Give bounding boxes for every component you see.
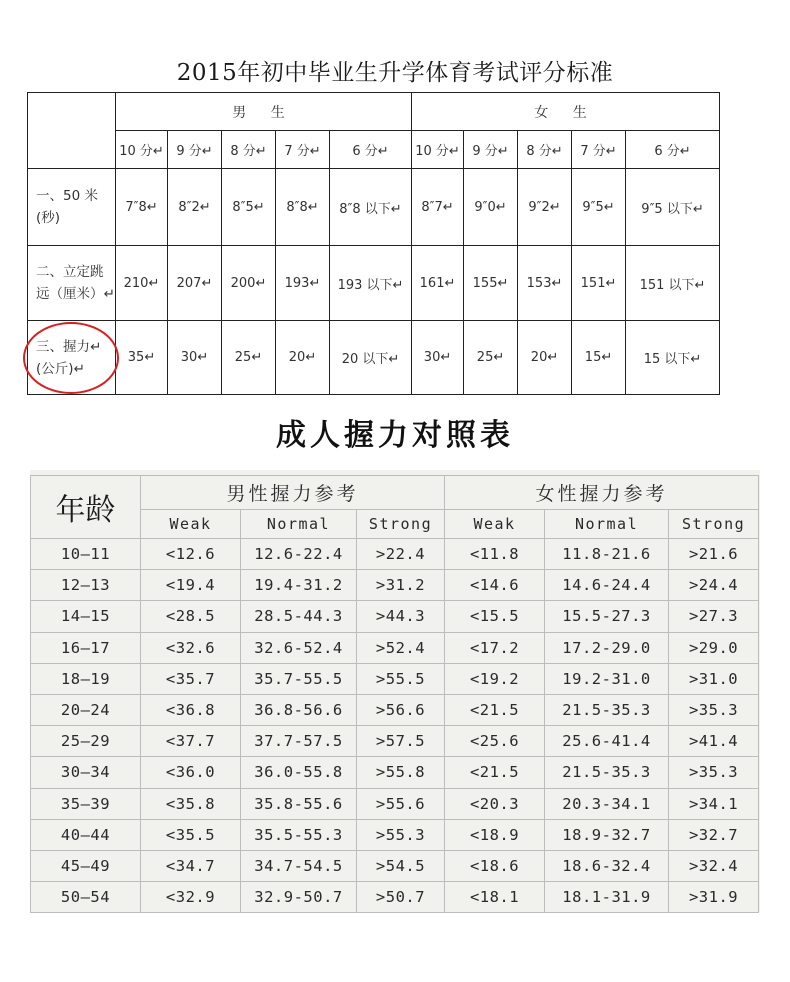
age-range-cell: 10—11 bbox=[31, 539, 141, 570]
female-strong-cell: >32.4 bbox=[669, 850, 759, 881]
score-level-header: 6 分↵ bbox=[626, 131, 720, 169]
score-cell: 153↵ bbox=[518, 246, 572, 321]
male-strong-cell: >55.8 bbox=[357, 757, 445, 788]
score-cell: 15 以下↵ bbox=[626, 321, 720, 395]
female-group-header: 女 生 bbox=[412, 93, 720, 131]
male-strong-cell: >54.5 bbox=[357, 850, 445, 881]
highlight-circle bbox=[23, 322, 119, 394]
male-weak-cell: <36.8 bbox=[141, 694, 241, 725]
exam-title: 2015年初中毕业生升学体育考试评分标准 bbox=[176, 60, 614, 86]
female-weak-cell: <15.5 bbox=[445, 601, 545, 632]
female-normal-cell: 21.5-35.3 bbox=[545, 694, 669, 725]
female-weak-cell: <21.5 bbox=[445, 694, 545, 725]
score-level-header: 9 分↵ bbox=[464, 131, 518, 169]
female-weak-cell: <18.1 bbox=[445, 882, 545, 913]
female-normal-cell: 25.6-41.4 bbox=[545, 726, 669, 757]
female-normal-cell: 21.5-35.3 bbox=[545, 757, 669, 788]
male-strong-cell: >55.6 bbox=[357, 788, 445, 819]
table-row bbox=[31, 570, 759, 601]
age-range-cell: 12—13 bbox=[31, 570, 141, 601]
female-strong-cell: >31.9 bbox=[669, 882, 759, 913]
event-label: 二、立定跳 远（厘米）↵ bbox=[28, 246, 116, 321]
male-normal-cell: 35.7-55.5 bbox=[241, 663, 357, 694]
female-normal-cell: 18.6-32.4 bbox=[545, 850, 669, 881]
score-cell: 20↵ bbox=[276, 321, 330, 395]
age-range-cell: 30—34 bbox=[31, 757, 141, 788]
score-cell: 30↵ bbox=[412, 321, 464, 395]
female-normal-cell: 11.8-21.6 bbox=[545, 539, 669, 570]
male-strong-cell: >55.5 bbox=[357, 663, 445, 694]
table-row bbox=[31, 694, 759, 725]
level-header: Normal bbox=[241, 510, 357, 539]
score-cell: 8″8 以下↵ bbox=[330, 169, 412, 246]
age-range-cell: 20—24 bbox=[31, 694, 141, 725]
male-normal-cell: 34.7-54.5 bbox=[241, 850, 357, 881]
score-cell: 207↵ bbox=[168, 246, 222, 321]
level-header: Weak bbox=[445, 510, 545, 539]
table-row bbox=[28, 169, 720, 246]
male-weak-cell: <28.5 bbox=[141, 601, 241, 632]
female-strong-cell: >31.0 bbox=[669, 663, 759, 694]
table-row bbox=[31, 726, 759, 757]
score-cell: 35↵ bbox=[116, 321, 168, 395]
male-group-header: 男 生 bbox=[116, 93, 412, 131]
female-strong-cell: >32.7 bbox=[669, 819, 759, 850]
female-weak-cell: <18.6 bbox=[445, 850, 545, 881]
corner-cell bbox=[28, 93, 116, 169]
male-strong-cell: >31.2 bbox=[357, 570, 445, 601]
male-normal-cell: 19.4-31.2 bbox=[241, 570, 357, 601]
age-range-cell: 14—15 bbox=[31, 601, 141, 632]
table-row bbox=[31, 757, 759, 788]
age-range-cell: 16—17 bbox=[31, 632, 141, 663]
male-strong-cell: >22.4 bbox=[357, 539, 445, 570]
female-weak-cell: <11.8 bbox=[445, 539, 545, 570]
score-cell: 8″7↵ bbox=[412, 169, 464, 246]
female-grip-header: 女性握力参考 bbox=[445, 476, 759, 510]
score-cell: 7″8↵ bbox=[116, 169, 168, 246]
male-normal-cell: 36.8-56.6 bbox=[241, 694, 357, 725]
male-normal-cell: 12.6-22.4 bbox=[241, 539, 357, 570]
score-cell: 9″2↵ bbox=[518, 169, 572, 246]
male-strong-cell: >50.7 bbox=[357, 882, 445, 913]
score-cell: 9″5↵ bbox=[572, 169, 626, 246]
female-weak-cell: <20.3 bbox=[445, 788, 545, 819]
score-cell: 193↵ bbox=[276, 246, 330, 321]
age-header: 年龄 bbox=[31, 476, 141, 539]
score-cell: 20↵ bbox=[518, 321, 572, 395]
score-level-header: 7 分↵ bbox=[572, 131, 626, 169]
table-row bbox=[31, 663, 759, 694]
male-weak-cell: <35.7 bbox=[141, 663, 241, 694]
male-weak-cell: <35.5 bbox=[141, 819, 241, 850]
male-strong-cell: >55.3 bbox=[357, 819, 445, 850]
male-weak-cell: <35.8 bbox=[141, 788, 241, 819]
table-row bbox=[28, 321, 720, 395]
score-cell: 8″5↵ bbox=[222, 169, 276, 246]
age-range-cell: 18—19 bbox=[31, 663, 141, 694]
age-range-cell: 25—29 bbox=[31, 726, 141, 757]
score-level-header: 7 分↵ bbox=[276, 131, 330, 169]
score-cell: 25↵ bbox=[464, 321, 518, 395]
male-normal-cell: 35.5-55.3 bbox=[241, 819, 357, 850]
male-normal-cell: 32.9-50.7 bbox=[241, 882, 357, 913]
score-cell: 210↵ bbox=[116, 246, 168, 321]
score-cell: 25↵ bbox=[222, 321, 276, 395]
male-weak-cell: <37.7 bbox=[141, 726, 241, 757]
male-normal-cell: 28.5-44.3 bbox=[241, 601, 357, 632]
female-normal-cell: 18.9-32.7 bbox=[545, 819, 669, 850]
female-strong-cell: >24.4 bbox=[669, 570, 759, 601]
female-weak-cell: <17.2 bbox=[445, 632, 545, 663]
female-strong-cell: >35.3 bbox=[669, 694, 759, 725]
score-cell: 151↵ bbox=[572, 246, 626, 321]
male-weak-cell: <32.9 bbox=[141, 882, 241, 913]
level-header: Normal bbox=[545, 510, 669, 539]
score-cell: 30↵ bbox=[168, 321, 222, 395]
level-header: Weak bbox=[141, 510, 241, 539]
female-normal-cell: 17.2-29.0 bbox=[545, 632, 669, 663]
score-cell: 9″5 以下↵ bbox=[626, 169, 720, 246]
male-weak-cell: <36.0 bbox=[141, 757, 241, 788]
score-level-header: 6 分↵ bbox=[330, 131, 412, 169]
female-normal-cell: 19.2-31.0 bbox=[545, 663, 669, 694]
female-normal-cell: 20.3-34.1 bbox=[545, 788, 669, 819]
female-normal-cell: 14.6-24.4 bbox=[545, 570, 669, 601]
male-strong-cell: >57.5 bbox=[357, 726, 445, 757]
female-strong-cell: >35.3 bbox=[669, 757, 759, 788]
male-strong-cell: >44.3 bbox=[357, 601, 445, 632]
male-normal-cell: 36.0-55.8 bbox=[241, 757, 357, 788]
female-weak-cell: <25.6 bbox=[445, 726, 545, 757]
male-grip-header: 男性握力参考 bbox=[141, 476, 445, 510]
score-cell: 9″0↵ bbox=[464, 169, 518, 246]
age-range-cell: 40—44 bbox=[31, 819, 141, 850]
age-range-cell: 50—54 bbox=[31, 882, 141, 913]
male-weak-cell: <19.4 bbox=[141, 570, 241, 601]
male-strong-cell: >52.4 bbox=[357, 632, 445, 663]
female-weak-cell: <14.6 bbox=[445, 570, 545, 601]
male-strong-cell: >56.6 bbox=[357, 694, 445, 725]
female-normal-cell: 15.5-27.3 bbox=[545, 601, 669, 632]
table-row bbox=[31, 819, 759, 850]
level-header: Strong bbox=[669, 510, 759, 539]
male-normal-cell: 37.7-57.5 bbox=[241, 726, 357, 757]
score-cell: 15↵ bbox=[572, 321, 626, 395]
male-weak-cell: <12.6 bbox=[141, 539, 241, 570]
female-weak-cell: <21.5 bbox=[445, 757, 545, 788]
female-strong-cell: >41.4 bbox=[669, 726, 759, 757]
female-weak-cell: <18.9 bbox=[445, 819, 545, 850]
score-cell: 155↵ bbox=[464, 246, 518, 321]
age-range-cell: 45—49 bbox=[31, 850, 141, 881]
event-label: 一、50 米 (秒) bbox=[28, 169, 116, 246]
table-row bbox=[31, 539, 759, 570]
table-row bbox=[31, 850, 759, 881]
table-row bbox=[31, 882, 759, 913]
score-cell: 8″2↵ bbox=[168, 169, 222, 246]
score-cell: 151 以下↵ bbox=[626, 246, 720, 321]
male-normal-cell: 35.8-55.6 bbox=[241, 788, 357, 819]
table-row bbox=[31, 788, 759, 819]
exam-scoring-table bbox=[27, 92, 720, 395]
grip-reference-table bbox=[30, 475, 759, 913]
female-strong-cell: >27.3 bbox=[669, 601, 759, 632]
female-normal-cell: 18.1-31.9 bbox=[545, 882, 669, 913]
male-weak-cell: <34.7 bbox=[141, 850, 241, 881]
age-range-cell: 35—39 bbox=[31, 788, 141, 819]
event-label: 三、握力↵ (公斤)↵ bbox=[28, 321, 116, 395]
female-strong-cell: >29.0 bbox=[669, 632, 759, 663]
score-level-header: 9 分↵ bbox=[168, 131, 222, 169]
female-strong-cell: >34.1 bbox=[669, 788, 759, 819]
score-level-header: 8 分↵ bbox=[222, 131, 276, 169]
male-weak-cell: <32.6 bbox=[141, 632, 241, 663]
level-header: Strong bbox=[357, 510, 445, 539]
score-level-header: 8 分↵ bbox=[518, 131, 572, 169]
score-cell: 161↵ bbox=[412, 246, 464, 321]
male-normal-cell: 32.6-52.4 bbox=[241, 632, 357, 663]
table-row bbox=[31, 601, 759, 632]
score-cell: 8″8↵ bbox=[276, 169, 330, 246]
score-cell: 200↵ bbox=[222, 246, 276, 321]
score-cell: 20 以下↵ bbox=[330, 321, 412, 395]
table-row bbox=[28, 246, 720, 321]
female-strong-cell: >21.6 bbox=[669, 539, 759, 570]
female-weak-cell: <19.2 bbox=[445, 663, 545, 694]
score-cell: 193 以下↵ bbox=[330, 246, 412, 321]
grip-title: 成人握力对照表 bbox=[276, 418, 514, 453]
score-level-header: 10 分↵ bbox=[412, 131, 464, 169]
score-level-header: 10 分↵ bbox=[116, 131, 168, 169]
table-row bbox=[31, 632, 759, 663]
